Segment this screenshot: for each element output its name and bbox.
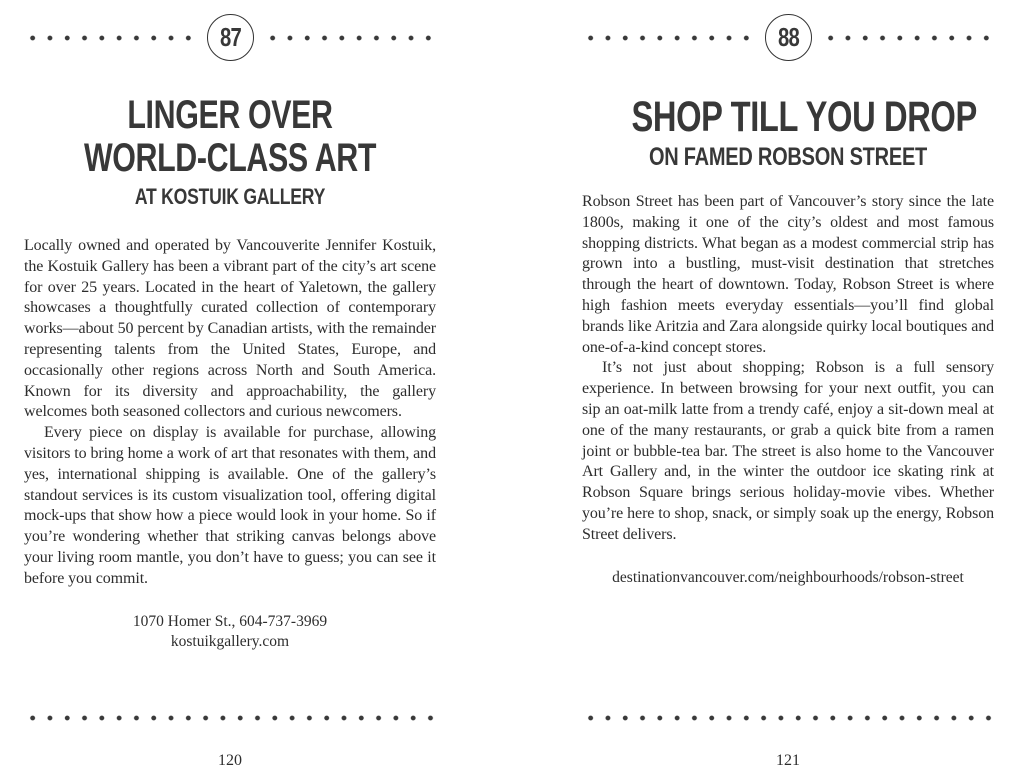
entry-number-badge [207, 14, 254, 61]
contact-line: kostuikgallery.com [170, 632, 290, 650]
title-line: WORLD-CLASS ART [83, 136, 377, 180]
body-text [24, 236, 436, 590]
entry-number: 87 [219, 22, 241, 52]
entry-subtitle: ON FAMED ROBSON STREET [648, 143, 928, 171]
dotted-rule [24, 35, 197, 41]
entry-number: 88 [777, 22, 799, 52]
paragraph: Every piece on display is available for purchase, allowing visitors to bring home a work of art that resonates with them, and yes, international shipping is available. One of the gallery’s standout services is its custom visualization tool, offering digital mock-ups that show how a piece would look in your home. So if you’re wondering whether that striking canvas belongs above your living room mantle, you don’t have to guess; you can see it before you commit. [24, 424, 436, 587]
page-right [512, 0, 1024, 782]
contact-line: destinationvancouver.com/neighbourhoods/robson-street [612, 568, 964, 586]
paragraph: It’s not just about shopping; Robson is a full sensory experience. In between browsing for your next outfit, you can sip an oat-milk latte from a trendy café, enjoy a sit-down meal at one of the many restaurants, or grab a quick bite from a ramen joint or bubble-tea bar. The street is also home to the Vancouver Art Gallery and, in the winter the outdoor ice skating rink at Robson Square brings serious holiday-movie vibes. Whether you’re here to shop, snack, or simply soak up the energy, Robson Street delivers. [582, 359, 994, 543]
body-text [582, 192, 994, 546]
paragraph: Locally owned and operated by Vancouverite Jennifer Kostuik, the Kostuik Gallery has been a vibrant part of the city’s art scene for over 25 years. Located in the heart of Yaletown, the gallery showcases a thoughtfully curated collection of contemporary works—about 50 percent by Canadian artists, with the remainder representing talents from the United States, Europe, and occasionally other regions across North and South America. Known for its diversity and approachability, the gallery welcomes both seasoned collectors and curious newcomers. [24, 237, 436, 421]
entry-title [582, 94, 994, 140]
page-number: 121 [776, 752, 800, 769]
dotted-rule [264, 35, 437, 41]
entry-number-badge [765, 14, 812, 61]
top-rule-right [582, 14, 994, 61]
top-rule-left [24, 14, 436, 61]
dotted-rule-bottom [24, 715, 436, 721]
title-line: LINGER OVER [127, 93, 333, 137]
entry-subtitle: AT KOSTUIK GALLERY [134, 184, 326, 209]
contact-info [24, 612, 436, 652]
page-number: 120 [218, 752, 242, 769]
dotted-rule [822, 35, 995, 41]
contact-line: 1070 Homer St., 604-737-3969 [132, 612, 328, 630]
dotted-rule-bottom [582, 715, 994, 721]
paragraph: Robson Street has been part of Vancouver’s story since the late 1800s, making it one of the city’s oldest and most famous shopping districts. What began as a modest commercial strip has grown into a bustling, must-visit destination that stretches through the heart of downtown. Today, Robson Street is where high fashion meets everyday essentials—you’ll find global brands like Aritzia and Zara alongside quirky local boutiques and one-of-a-kind concept stores. [582, 193, 994, 356]
dotted-rule [582, 35, 755, 41]
website-url [582, 568, 994, 588]
entry-title [24, 94, 436, 180]
title-line: SHOP TILL YOU DROP [631, 93, 977, 141]
